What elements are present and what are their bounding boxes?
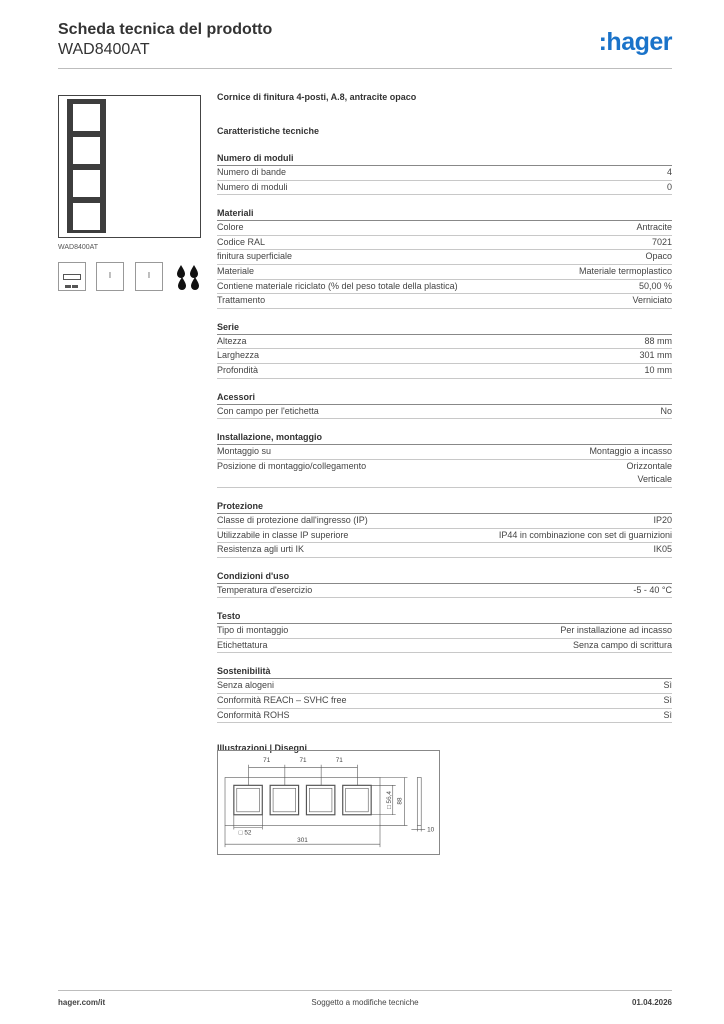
section-title: Materiali xyxy=(217,207,672,221)
spec-row xyxy=(217,265,672,280)
section-accessori xyxy=(217,391,672,420)
section-sostenibilita xyxy=(217,665,672,723)
spec-row xyxy=(217,280,672,295)
section-protezione xyxy=(217,500,672,558)
spec-value: 50,00 % xyxy=(638,280,672,291)
spec-row xyxy=(217,514,672,529)
spec-value: Verniciato xyxy=(632,295,672,306)
spec-label: Conformità REACh – SVHC free xyxy=(217,695,347,706)
dim-window: □ 52 xyxy=(238,829,252,837)
spec-label: Posizione di montaggio/collegamento xyxy=(217,460,367,471)
hager-logo: :hager xyxy=(598,28,672,56)
spec-value: Sì xyxy=(663,695,672,706)
spec-value: IK05 xyxy=(653,544,672,555)
document-title: Scheda tecnica del prodotto xyxy=(58,21,273,38)
dim-width: 301 xyxy=(297,837,308,845)
footer-note: Soggetto a modifiche tecniche xyxy=(311,998,419,1007)
spec-value: 0 xyxy=(666,181,672,192)
frame-window xyxy=(73,203,100,230)
spec-label: Senza alogeni xyxy=(217,680,275,691)
spec-value: Materiale termoplastico xyxy=(578,265,672,276)
frame-plate xyxy=(67,99,106,233)
spec-value: 88 mm xyxy=(644,335,672,346)
spec-label: Numero di moduli xyxy=(217,181,288,192)
spec-row xyxy=(217,679,672,694)
spec-value: Sì xyxy=(663,709,672,720)
frame-window xyxy=(73,104,100,131)
illustrations-heading: Illustrazioni | Disegni xyxy=(217,743,308,754)
footer-divider xyxy=(58,990,672,991)
spec-label: Resistenza agli urti IK xyxy=(217,544,305,555)
spec-row xyxy=(217,166,672,181)
section-title: Serie xyxy=(217,321,672,335)
section-moduli xyxy=(217,152,672,195)
product-image-caption: WAD8400AT xyxy=(58,244,99,251)
icon-mark: I xyxy=(147,271,151,280)
spec-row xyxy=(217,529,672,544)
spec-value: No xyxy=(660,405,672,416)
spec-value: Antracite xyxy=(636,222,672,233)
spec-row xyxy=(217,405,672,420)
single-pole-icon xyxy=(96,262,124,291)
spec-label: Numero di bande xyxy=(217,167,287,177)
spec-label: Con campo per l'etichetta xyxy=(217,405,319,416)
spec-row xyxy=(217,709,672,724)
spec-row xyxy=(217,445,672,460)
spec-row xyxy=(217,460,672,488)
spec-value: 4 xyxy=(666,167,672,177)
spec-value: Opaco xyxy=(645,251,672,262)
icon-mark: I xyxy=(108,271,112,280)
spec-value: Orizzontale xyxy=(626,460,672,471)
dim-spacing-2: 71 xyxy=(299,756,307,764)
product-code: WAD8400AT xyxy=(58,41,150,58)
product-name: Cornice di finitura 4-posti, A.8, antracite opaco xyxy=(217,92,417,102)
page-header xyxy=(58,20,672,68)
section-title: Numero di moduli xyxy=(217,152,672,166)
spec-label: Classe di protezione dall'ingresso (IP) xyxy=(217,514,368,525)
spec-label: Larghezza xyxy=(217,350,260,361)
section-materiali xyxy=(217,207,672,309)
spec-row xyxy=(217,294,672,309)
spec-label: Altezza xyxy=(217,335,247,346)
spec-label: Utilizzabile in classe IP superiore xyxy=(217,529,349,540)
spec-row xyxy=(217,639,672,654)
section-condizioni xyxy=(217,570,672,599)
drawing-side-profile xyxy=(417,777,421,825)
spec-row xyxy=(217,364,672,379)
spec-row xyxy=(217,543,672,558)
drawing-frame-outline xyxy=(225,777,380,825)
dimension-drawing xyxy=(217,750,440,855)
spec-row xyxy=(217,694,672,709)
dim-spacing-1: 71 xyxy=(263,756,271,764)
spec-row xyxy=(217,624,672,639)
spec-label: Etichettatura xyxy=(217,639,268,650)
single-pole-icon xyxy=(135,262,163,291)
spec-label: Materiale xyxy=(217,265,255,276)
spec-label: Contiene materiale riciclato (% del peso totale della plastica) xyxy=(217,280,458,291)
section-title: Installazione, montaggio xyxy=(217,431,672,445)
section-title: Acessori xyxy=(217,391,672,405)
dim-inner: □ 56,4 xyxy=(385,791,393,810)
spec-value-multi xyxy=(626,460,672,487)
spec-label: Trattamento xyxy=(217,295,266,306)
dim-height: 88 xyxy=(396,797,404,805)
spec-value: IP20 xyxy=(653,514,672,525)
spec-row xyxy=(217,181,672,196)
section-title: Condizioni d'uso xyxy=(217,570,672,584)
water-drops-icon xyxy=(174,262,202,291)
spec-row xyxy=(217,250,672,265)
spec-value: -5 - 40 °C xyxy=(633,584,672,595)
spec-value: Montaggio a incasso xyxy=(589,446,672,457)
footer-date: 01.04.2026 xyxy=(631,998,672,1007)
spec-label: Tipo di montaggio xyxy=(217,625,289,636)
spec-row xyxy=(217,335,672,350)
spec-label: Colore xyxy=(217,222,244,233)
section-serie xyxy=(217,321,672,379)
section-title: Sostenibilità xyxy=(217,665,672,679)
spec-label: Montaggio su xyxy=(217,446,272,457)
footer-website-link[interactable]: hager.com/it xyxy=(58,998,106,1007)
module-count-icon xyxy=(58,262,86,291)
spec-value: 301 mm xyxy=(639,350,672,361)
dim-spacing-3: 71 xyxy=(335,756,343,764)
spec-row xyxy=(217,584,672,599)
spec-row xyxy=(217,349,672,364)
product-image xyxy=(58,95,201,238)
frame-window xyxy=(73,137,100,164)
frame-window xyxy=(73,170,100,197)
spec-value: IP44 in combinazione con set di guarnizioni xyxy=(498,529,672,540)
spec-value: 10 mm xyxy=(644,364,672,375)
section-title: Testo xyxy=(217,610,672,624)
dim-depth: 10 xyxy=(427,826,435,834)
spec-value: Per installazione ad incasso xyxy=(560,625,672,636)
section-testo xyxy=(217,610,672,653)
spec-label: Temperatura d'esercizio xyxy=(217,584,313,595)
section-title: Protezione xyxy=(217,500,672,514)
spec-label: finitura superficiale xyxy=(217,251,293,262)
section-installazione xyxy=(217,431,672,488)
specifications-panel xyxy=(217,92,672,753)
spec-label: Profondità xyxy=(217,364,259,375)
spec-label: Codice RAL xyxy=(217,236,266,247)
spec-row xyxy=(217,236,672,251)
spec-value: Senza campo di scrittura xyxy=(572,639,672,650)
spec-value: Sì xyxy=(663,680,672,691)
header-divider xyxy=(58,68,672,69)
spec-value: Verticale xyxy=(637,474,672,485)
spec-label: Conformità ROHS xyxy=(217,709,290,720)
spec-row xyxy=(217,221,672,236)
spec-value: 7021 xyxy=(651,236,672,247)
technical-features-heading: Caratteristiche tecniche xyxy=(217,126,320,136)
